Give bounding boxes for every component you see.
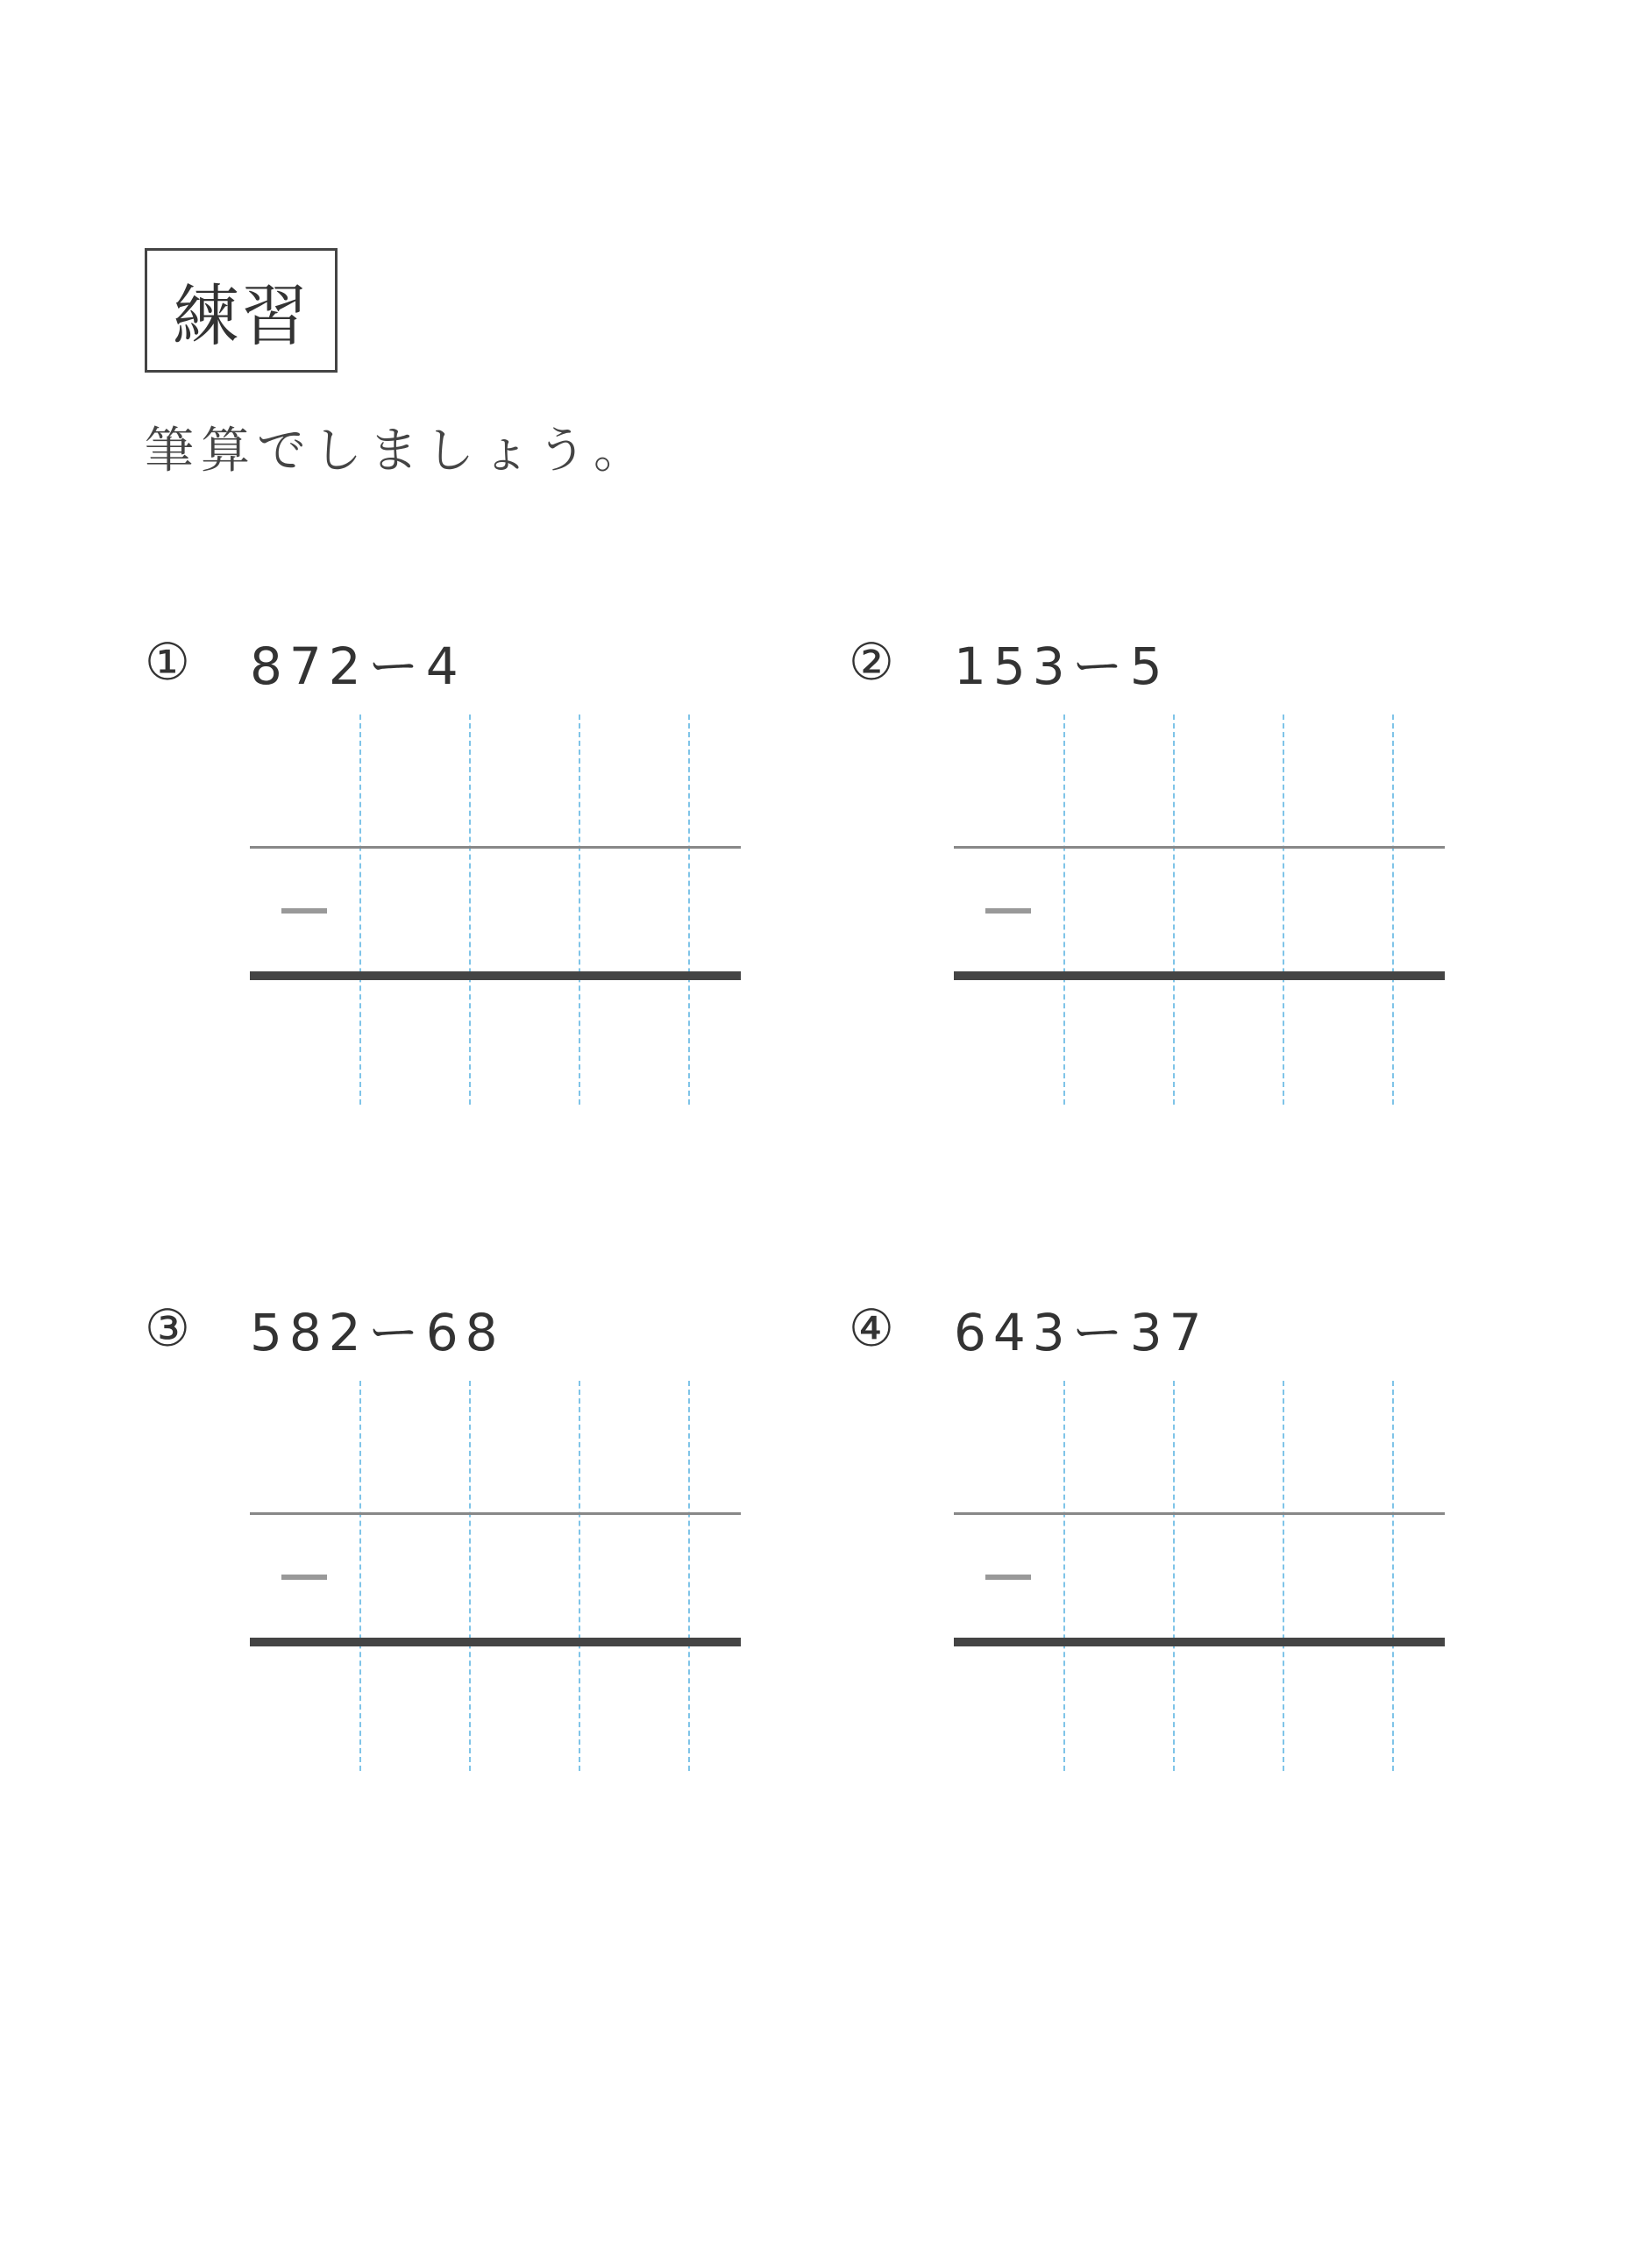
- subtrahend-line: [250, 1512, 741, 1515]
- subtrahend-line: [250, 846, 741, 849]
- column-guide-line: [1173, 715, 1175, 1105]
- problem-expression: 872ー4: [250, 636, 466, 696]
- column-guide-line: [1392, 1381, 1394, 1771]
- answer-grid[interactable]: [954, 715, 1445, 1105]
- problem-2: [849, 631, 1462, 1175]
- column-guide-line: [579, 715, 580, 1105]
- problem-label: [145, 1298, 505, 1362]
- column-guide-line: [688, 1381, 690, 1771]
- column-guide-line: [1283, 715, 1284, 1105]
- minus-sign-icon: [985, 908, 1031, 914]
- column-guide-line: [1392, 715, 1394, 1105]
- problem-number: ②: [849, 632, 894, 692]
- column-guide-line: [579, 1381, 580, 1771]
- column-guide-line: [359, 715, 361, 1105]
- answer-grid[interactable]: [250, 1381, 741, 1771]
- problem-expression: 153ー5: [954, 636, 1169, 696]
- page-title: 練習: [173, 276, 309, 355]
- column-guide-line: [469, 715, 471, 1105]
- problem-label: [145, 631, 466, 696]
- answer-line: [250, 1638, 741, 1646]
- problem-expression: 582ー68: [250, 1303, 505, 1362]
- minus-sign-icon: [281, 1575, 327, 1580]
- problem-number: ④: [849, 1298, 894, 1358]
- column-guide-line: [688, 715, 690, 1105]
- column-guide-line: [1283, 1381, 1284, 1771]
- problem-number: ③: [145, 1298, 190, 1358]
- answer-line: [250, 971, 741, 980]
- column-guide-line: [1173, 1381, 1175, 1771]
- problem-4: [849, 1298, 1462, 1841]
- subtrahend-line: [954, 1512, 1445, 1515]
- column-guide-line: [1063, 1381, 1065, 1771]
- minus-sign-icon: [281, 908, 327, 914]
- answer-line: [954, 971, 1445, 980]
- problem-1: [145, 631, 758, 1175]
- column-guide-line: [469, 1381, 471, 1771]
- minus-sign-icon: [985, 1575, 1031, 1580]
- problem-3: [145, 1298, 758, 1841]
- problem-label: [849, 1298, 1209, 1362]
- instruction-text: 筆算でしましょう。: [145, 423, 650, 480]
- subtrahend-line: [954, 846, 1445, 849]
- answer-line: [954, 1638, 1445, 1646]
- title-box: [145, 248, 338, 373]
- problem-number: ①: [145, 632, 190, 692]
- column-guide-line: [1063, 715, 1065, 1105]
- column-guide-line: [359, 1381, 361, 1771]
- answer-grid[interactable]: [250, 715, 741, 1105]
- problem-expression: 643ー37: [954, 1303, 1209, 1362]
- answer-grid[interactable]: [954, 1381, 1445, 1771]
- problem-label: [849, 631, 1169, 696]
